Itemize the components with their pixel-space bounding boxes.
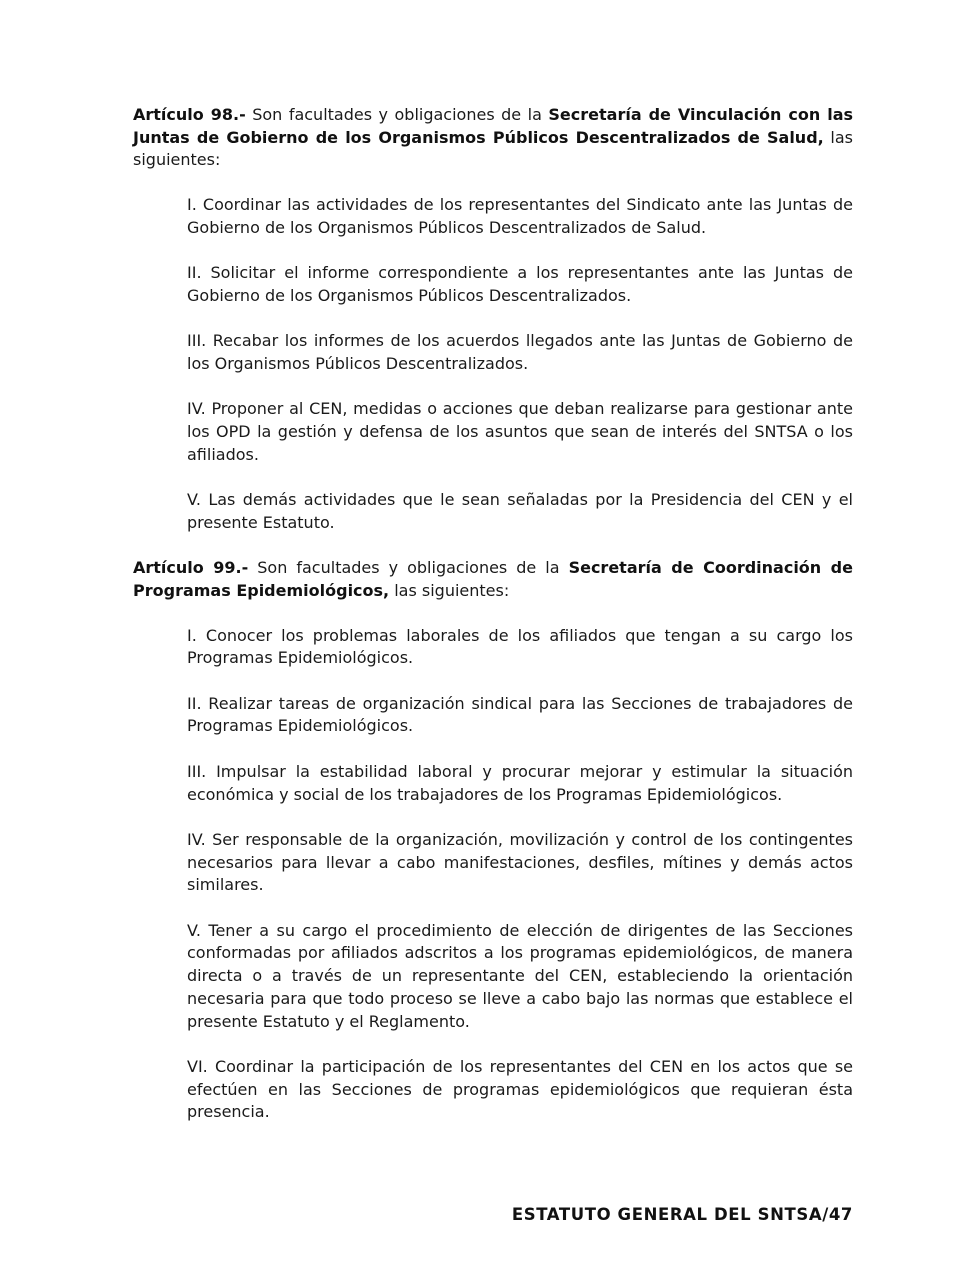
article-98-item: IV. Proponer al CEN, medidas o acciones que deban realizarse para gestionar ante los OPD la gestión y defensa de los asuntos que sean de interés del SNTSA o los afiliados. bbox=[187, 399, 853, 464]
article-99-secretaria: Secretaría de Coordinación de Programas Epidemiológicos, bbox=[133, 558, 853, 600]
article-99-item: V. Tener a su cargo el procedimiento de elección de dirigentes de las Secciones conformadas por afiliados adscritos a los programas epidemiológicos, de manera directa o a través de un representante del CEN, estableciendo la orientación necesaria para que todo proceso se lleve a cabo bajo las normas que establece el presente Estatuto y el Reglamento. bbox=[187, 920, 853, 1031]
article-98-item: II. Solicitar el informe correspondiente a los representantes ante las Juntas de Gobierno de los Organismos Públicos Descentralizados. bbox=[187, 263, 853, 305]
article-98-outro-text: las siguientes: bbox=[133, 127, 854, 170]
article-99-intro-text: Son facultades y obligaciones de la bbox=[248, 558, 569, 578]
article-99-item: VI. Coordinar la participación de los representantes del CEN en los actos que se efectúen en las Secciones de programas epidemiológicos que requieran ésta presencia. bbox=[187, 1056, 853, 1122]
article-99-item: IV. Ser responsable de la organización, movilización y control de los contingentes necesarios para llevar a cabo manifestaciones, desfiles, mítines y demás actos similares. bbox=[187, 829, 853, 895]
article-99-outro-text: las siguientes: bbox=[389, 580, 510, 600]
article-98-heading: Artículo 98.- bbox=[133, 105, 246, 124]
article-98-intro bbox=[133, 104, 853, 172]
article-98-item: III. Recabar los informes de los acuerdos llegados ante las Juntas de Gobierno de los Organismos Públicos Descentralizados. bbox=[187, 331, 853, 373]
article-99-item: III. Impulsar la estabilidad laboral y procurar mejorar y estimular la situación económica y social de los trabajadores de los Programas Epidemiológicos. bbox=[187, 761, 853, 804]
article-99-item: I. Conocer los problemas laborales de los afiliados que tengan a su cargo los Programas Epidemiológicos. bbox=[187, 625, 853, 668]
article-99-item: II. Realizar tareas de organización sindical para las Secciones de trabajadores de Programas Epidemiológicos. bbox=[187, 693, 853, 736]
article-98-item: I. Coordinar las actividades de los representantes del Sindicato ante las Juntas de Gobierno de los Organismos Públicos Descentralizados de Salud. bbox=[187, 195, 853, 237]
article-99-intro bbox=[133, 557, 853, 602]
article-98-items bbox=[187, 194, 853, 534]
article-98-item: V. Las demás actividades que le sean señaladas por la Presidencia del CEN y el presente Estatuto. bbox=[187, 490, 853, 532]
document-page bbox=[133, 104, 853, 1147]
article-98-intro-text: Son facultades y obligaciones de la bbox=[245, 105, 549, 124]
article-99-heading: Artículo 99.- bbox=[133, 558, 249, 578]
article-99-items bbox=[187, 625, 853, 1124]
page-footer: ESTATUTO GENERAL DEL SNTSA/47 bbox=[511, 1205, 853, 1224]
article-98-secretaria: Secretaría de Vinculación con las Juntas de Gobierno de los Organismos Públicos Descentralizados de Salud, bbox=[133, 105, 854, 147]
